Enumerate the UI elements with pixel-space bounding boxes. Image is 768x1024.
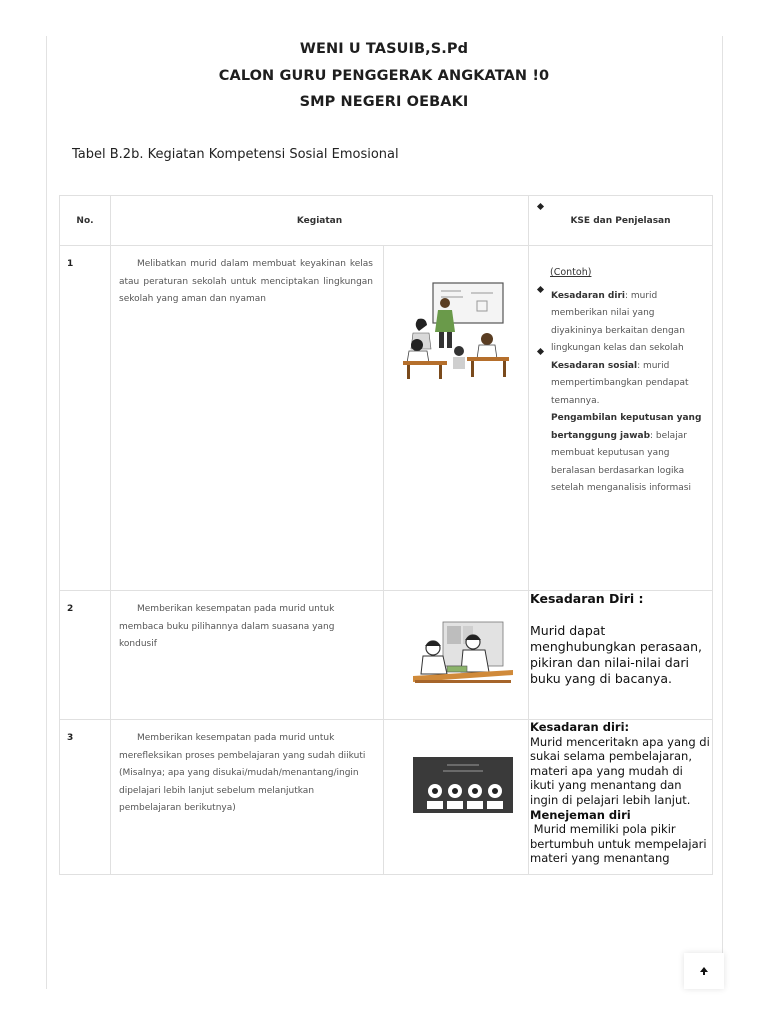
kse-table bbox=[59, 195, 713, 875]
diamond-bullet-icon bbox=[537, 348, 544, 355]
kse-point-decision-making bbox=[551, 410, 706, 498]
activity-text-cell bbox=[111, 720, 384, 875]
kse-point-title: Kesadaran diri bbox=[551, 290, 625, 301]
kse-point-text: : murid memberikan nilai yang diyakininya berkaitan dengan lingkungan kelas dan sekolah bbox=[551, 290, 685, 353]
kse-text: Murid dapat menghubungkan perasaan, pikiran dan nilai-nilai dari buku yang di bacanya. bbox=[530, 623, 703, 686]
header-kse-cell bbox=[529, 196, 713, 246]
kse-text: Murid menceritakn apa yang di sukai selama pembelajaran, materi apa yang mudah di ikuti yang menantang dan ingin di pelajari lebih lanjut. bbox=[530, 734, 710, 807]
kse-explanation-cell bbox=[529, 246, 713, 591]
kse-text: Murid memiliki pola pikir bertumbuh untuk mempelajari materi yang menantang bbox=[530, 822, 711, 866]
activity-text: Memberikan kesempatan pada murid untuk merefleksikan proses pembelajaran yang sudah diikuti (Misalnya; apa yang disukai/mudah/menantang/ingin dipelajari lebih lanjut sebelum melanjutkan pembelajaran berikutnya) bbox=[119, 733, 366, 813]
reflection-group-illustration bbox=[413, 757, 513, 813]
school-name: SMP NEGERI OEBAKI bbox=[299, 94, 469, 110]
diamond-bullet-icon bbox=[537, 203, 544, 210]
diamond-bullet-icon bbox=[537, 286, 544, 293]
header-kegiatan: Kegiatan bbox=[111, 196, 529, 246]
document-header bbox=[0, 36, 768, 116]
reading-students-illustration bbox=[413, 618, 513, 690]
classroom-illustration bbox=[401, 273, 511, 385]
scroll-to-top-button[interactable] bbox=[684, 953, 724, 989]
kse-explanation-cell bbox=[529, 720, 713, 875]
row-number: 2 bbox=[60, 591, 111, 720]
table-header-row bbox=[60, 196, 713, 246]
example-label: (Contoh) bbox=[550, 267, 592, 278]
kse-title: Kesadaran Diri : bbox=[530, 591, 644, 606]
kse-title: Kesadaran diri: bbox=[530, 720, 630, 734]
kse-point-text: : belajar membuat keputusan yang beralasan berdasarkan logika setelah menganalisis informasi bbox=[551, 430, 691, 493]
author-role: CALON GURU PENGGERAK ANGKATAN !0 bbox=[218, 67, 550, 84]
kse-point-title: Kesadaran sosial bbox=[551, 360, 638, 371]
kse-title: Menejeman diri bbox=[530, 807, 631, 822]
table-row bbox=[60, 720, 713, 875]
table-row bbox=[60, 246, 713, 591]
row-number: 1 bbox=[60, 246, 111, 591]
table-row bbox=[60, 591, 713, 720]
kse-explanation-cell bbox=[529, 591, 713, 720]
arrow-up-icon bbox=[699, 966, 709, 976]
header-kse: KSE dan Penjelasan bbox=[570, 215, 671, 226]
illustration-cell bbox=[384, 246, 529, 591]
kse-point-title: Pengambilan keputusan yang bertanggung jawab bbox=[551, 413, 702, 441]
page-border-left bbox=[46, 36, 47, 989]
kse-point-text: : murid mempertimbangkan pendapat temannya. bbox=[551, 360, 689, 406]
illustration-cell bbox=[384, 720, 529, 875]
kse-point-social-awareness bbox=[551, 358, 706, 411]
page-border-right bbox=[722, 36, 723, 989]
row-number: 3 bbox=[60, 720, 111, 875]
activity-text: Melibatkan murid dalam membuat keyakinan kelas atau peraturan sekolah untuk menciptakan lingkungan sekolah yang aman dan nyaman bbox=[119, 259, 373, 304]
activity-text-cell bbox=[111, 591, 384, 720]
table-caption: Tabel B.2b. Kegiatan Kompetensi Sosial Emosional bbox=[72, 147, 399, 162]
kse-point-self-awareness bbox=[551, 288, 706, 358]
author-name: WENI U TASUIB,S.Pd bbox=[299, 41, 469, 57]
header-no: No. bbox=[60, 196, 111, 246]
activity-text-cell bbox=[111, 246, 384, 591]
activity-text: Memberikan kesempatan pada murid untuk membaca buku pilihannya dalam suasana yang kondusif bbox=[119, 604, 335, 649]
illustration-cell bbox=[384, 591, 529, 720]
